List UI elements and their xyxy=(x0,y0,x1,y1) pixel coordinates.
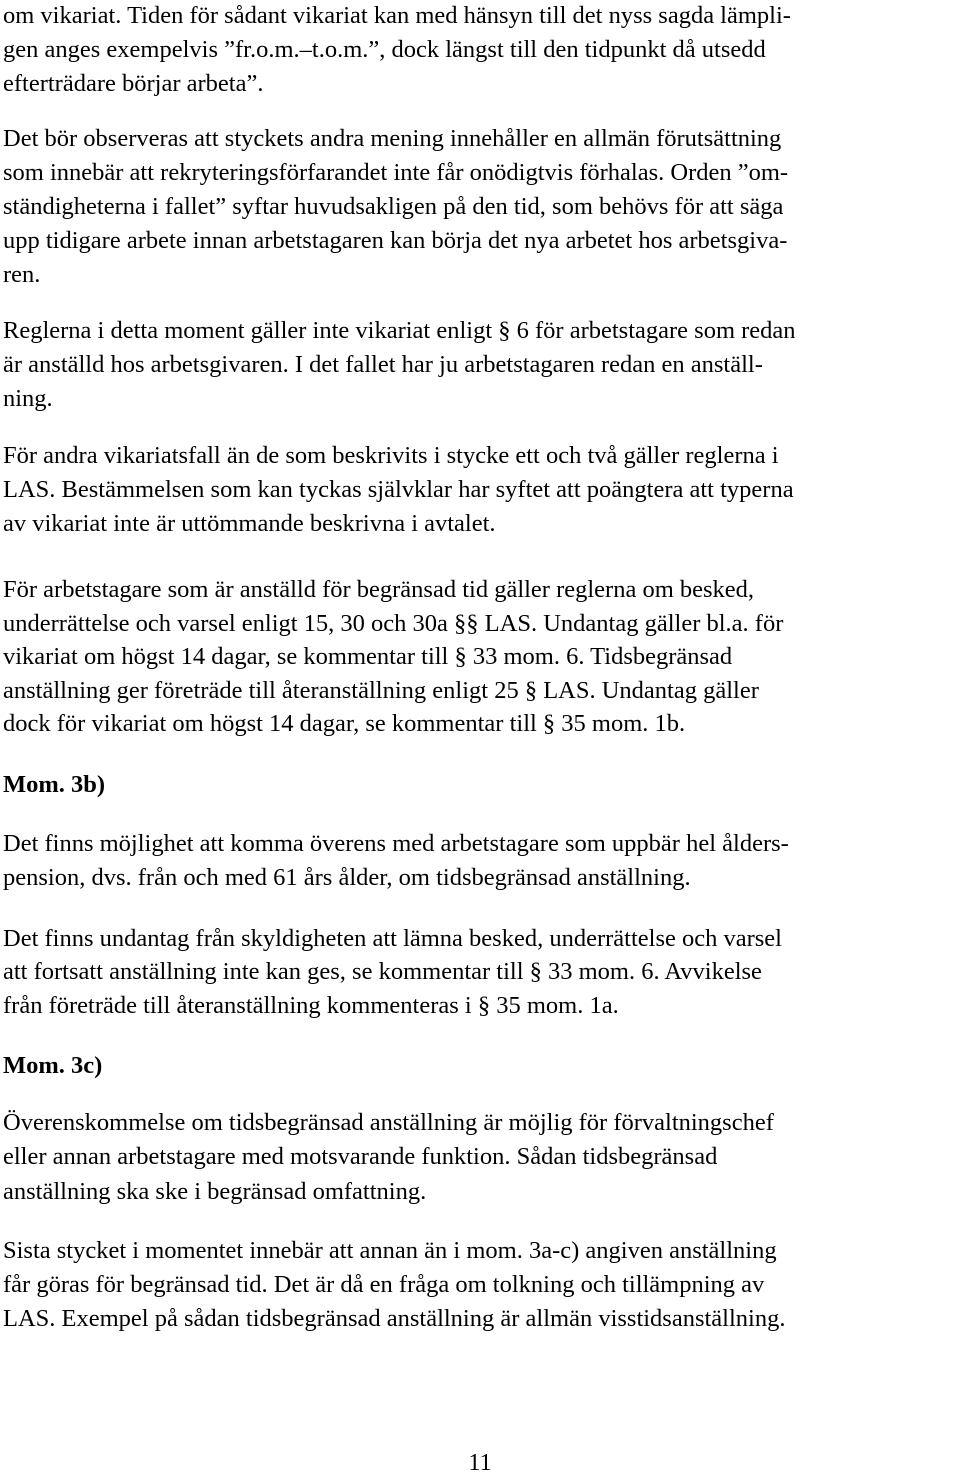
section-heading: Mom. 3c) xyxy=(3,1052,103,1079)
text-line: från företräde till återanställning kommenteras i § 35 mom. 1a. xyxy=(3,992,619,1019)
text-line: eller annan arbetstagare med motsvarande funktion. Sådan tidsbegränsad xyxy=(3,1143,718,1170)
text-line: upp tidigare arbete innan arbetstagaren kan börja det nya arbetet hos arbetsgiva- xyxy=(3,227,788,254)
text-line: är anställd hos arbetsgivaren. I det fallet har ju arbetstagaren redan en anställ- xyxy=(3,351,763,378)
text-line: LAS. Exempel på sådan tidsbegränsad anställning är allmän visstidsanställning. xyxy=(3,1305,786,1332)
text-line: som innebär att rekryteringsförfarandet inte får onödigtvis förhalas. Orden ”om- xyxy=(3,159,789,186)
text-line: anställning ger företräde till återanställning enligt 25 § LAS. Undantag gäller xyxy=(3,677,759,704)
text-line: om vikariat. Tiden för sådant vikariat kan med hänsyn till det nyss sagda lämpli- xyxy=(3,2,791,29)
text-line: ning. xyxy=(3,385,53,412)
text-line: pension, dvs. från och med 61 års ålder, om tidsbegränsad anställning. xyxy=(3,864,691,891)
text-line: LAS. Bestämmelsen som kan tyckas självklar har syftet att poängtera att typerna xyxy=(3,476,794,503)
text-line: För andra vikariatsfall än de som beskrivits i stycke ett och två gäller reglerna i xyxy=(3,442,779,469)
text-line: gen anges exempelvis ”fr.o.m.–t.o.m.”, dock längst till den tidpunkt då utsedd xyxy=(3,36,766,63)
text-line: Det finns möjlighet att komma överens med arbetstagare som uppbär hel ålders- xyxy=(3,830,789,857)
text-line: För arbetstagare som är anställd för begränsad tid gäller reglerna om besked, xyxy=(3,576,755,603)
text-line: underrättelse och varsel enligt 15, 30 och 30a §§ LAS. Undantag gäller bl.a. för xyxy=(3,610,784,637)
text-line: Det finns undantag från skyldigheten att lämna besked, underrättelse och varsel xyxy=(3,925,782,952)
page-number: 11 xyxy=(468,1449,492,1476)
text-line: får göras för begränsad tid. Det är då en fråga om tolkning och tillämpning av xyxy=(3,1271,765,1298)
text-line: dock för vikariat om högst 14 dagar, se kommentar till § 35 mom. 1b. xyxy=(3,710,686,737)
text-line: anställning ska ske i begränsad omfattning. xyxy=(3,1178,427,1205)
text-line: efterträdare börjar arbeta”. xyxy=(3,70,264,97)
text-line: Det bör observeras att styckets andra mening innehåller en allmän förutsättning xyxy=(3,125,782,152)
text-line: ren. xyxy=(3,261,41,288)
text-line: vikariat om högst 14 dagar, se kommentar till § 33 mom. 6. Tidsbegränsad xyxy=(3,643,733,670)
section-heading: Mom. 3b) xyxy=(3,771,106,798)
text-line: ständigheterna i fallet” syftar huvudsakligen på den tid, som behövs för att säga xyxy=(3,193,784,220)
text-line: att fortsatt anställning inte kan ges, se kommentar till § 33 mom. 6. Avvikelse xyxy=(3,958,762,985)
text-line: Sista stycket i momentet innebär att annan än i mom. 3a-c) angiven anställning xyxy=(3,1237,777,1264)
text-line: av vikariat inte är uttömmande beskrivna i avtalet. xyxy=(3,510,496,537)
text-line: Överenskommelse om tidsbegränsad anställning är möjlig för förvaltningschef xyxy=(3,1109,774,1136)
text-line: Reglerna i detta moment gäller inte vikariat enligt § 6 för arbetstagare som redan xyxy=(3,317,796,344)
